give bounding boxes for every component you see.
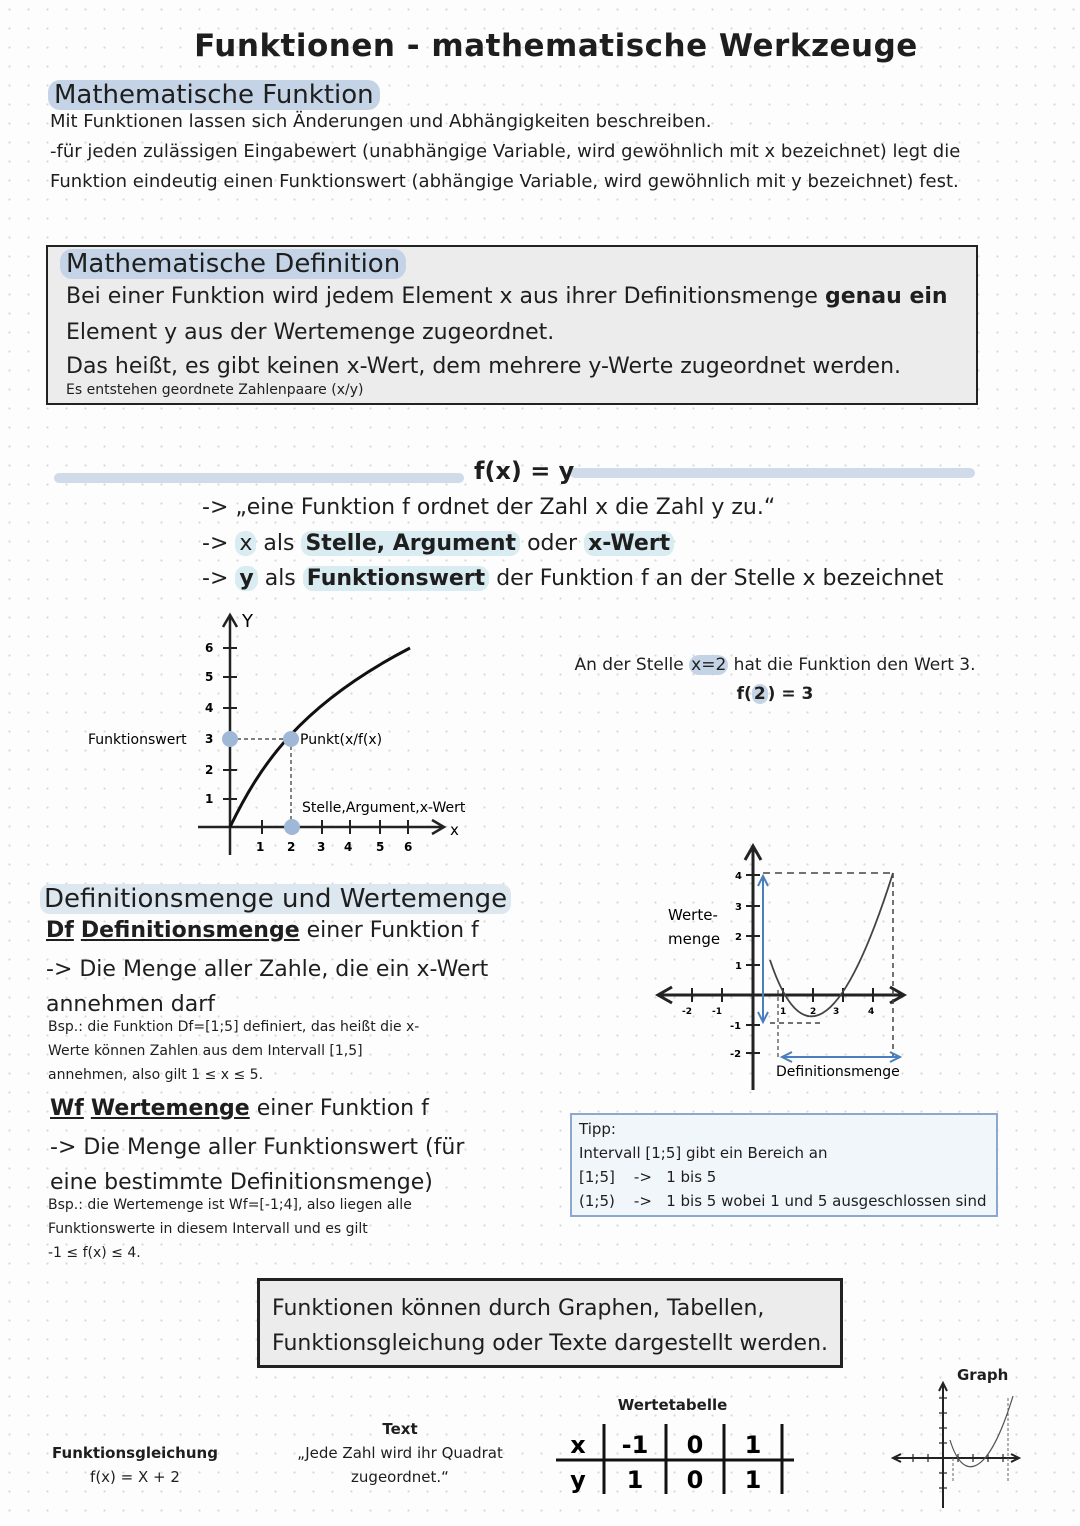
definition-note: Es entstehen geordnete Zahlenpaare (x/y): [66, 382, 364, 398]
table-cell: 0: [686, 1466, 704, 1494]
sets-heading: Definitionsmenge und Wertemenge: [40, 884, 511, 914]
summary-box: [257, 1278, 843, 1368]
y-tick-label: 3: [735, 902, 742, 913]
y-tick-label: 2: [205, 763, 214, 777]
tip-line: [1;5] -> 1 bis 5: [579, 1168, 717, 1186]
x-tick-label: 4: [868, 1007, 875, 1017]
x-tick-label: 3: [317, 840, 326, 854]
x-axis-label: x: [450, 821, 459, 839]
label-werte: Werte-: [668, 906, 718, 924]
x-tick-label: 1: [256, 840, 265, 854]
y-tick-label: 3: [205, 732, 214, 746]
rep-graph-title: Graph: [957, 1366, 1009, 1384]
heading-text: Mathematische Funktion: [48, 80, 380, 110]
tip-title: Tipp:: [579, 1120, 616, 1138]
decor-bar-right: [570, 468, 975, 478]
tip-box: [570, 1113, 998, 1217]
df-title: Df Definitionsmenge einer Funktion f: [46, 918, 479, 943]
mini-graph: [888, 1378, 1028, 1513]
table-cell: 1: [744, 1431, 762, 1459]
wf-example: Bsp.: die Wertemenge ist Wf=[-1;4], also liegen alle Funktionswerte in diesem Intervall und es gilt -1 ≤ f(x) ≤ 4.: [48, 1197, 412, 1261]
y-tick-label: 5: [205, 670, 214, 684]
label-stelle: Stelle,Argument,x-Wert: [302, 800, 466, 816]
rep-table-title: Wertetabelle: [617, 1396, 728, 1414]
function-graph: [80, 605, 510, 865]
funktionswert-point: [222, 731, 238, 747]
rep-text: Text „Jede Zahl wird ihr Quadrat zugeordnet.“: [297, 1420, 503, 1486]
summary-line: Funktionsgleichung oder Texte dargestellt werden.: [272, 1331, 829, 1356]
tip-line: Intervall [1;5] gibt ein Bereich an: [579, 1144, 828, 1162]
parabola-graph: [650, 840, 930, 1095]
value-table: [550, 1420, 800, 1500]
df-example: Bsp.: die Funktion Df=[1;5] definiert, das heißt die x- Werte können Zahlen aus dem Intervall [1,5] annehmen, also gilt 1 ≤ x ≤ 5.: [48, 1019, 420, 1083]
x-tick-label: 6: [404, 840, 413, 854]
page-title: Funktionen - mathematische Werkzeuge: [194, 28, 918, 64]
intro-line: Mit Funktionen lassen sich Änderungen und Abhängigkeiten beschreiben.: [50, 111, 712, 132]
y-tick-labels: [730, 871, 742, 1060]
definition-box: [46, 245, 978, 405]
definition-line: Element y aus der Wertemenge zugeordnet.: [66, 320, 555, 345]
table-cell: 1: [744, 1466, 762, 1494]
table-x-label: x: [570, 1431, 586, 1459]
tip-line: (1;5) -> 1 bis 5 wobei 1 und 5 ausgeschlossen sind: [579, 1192, 987, 1210]
definition-line: Bei einer Funktion wird jedem Element x aus ihrer Definitionsmenge genau ein: [66, 284, 948, 309]
table-y-label: y: [570, 1466, 586, 1494]
x-tick-label: 2: [810, 1007, 817, 1017]
x-tick-label: -1: [712, 1007, 722, 1017]
formula-line-2: -> x als Stelle, Argument oder x-Wert: [202, 526, 674, 561]
x-tick-label: -2: [682, 1007, 692, 1017]
example-text: An der Stelle x=2 hat die Funktion den Wert 3.: [574, 655, 976, 675]
table-cell: 0: [686, 1431, 704, 1459]
rep-equation: Funktionsgleichung f(x) = X + 2: [52, 1444, 218, 1486]
example-eq: f( 2 ) = 3: [736, 684, 814, 704]
y-tick-label: 1: [735, 961, 742, 972]
y-tick-labels: [205, 641, 213, 806]
function-point: [283, 731, 299, 747]
intro-line: -für jeden zulässigen Eingabewert (unabhängige Variable, wird gewöhnlich mit x bezeichnet) legt die: [50, 141, 961, 162]
y-tick-label: 4: [735, 871, 742, 882]
y-tick-label: 6: [205, 641, 214, 655]
formula-line-3: -> y als Funktionswert der Funktion f an der Stelle x bezeichnet: [202, 566, 944, 591]
x-tick-label: 1: [780, 1007, 787, 1017]
formula-line-1: -> „eine Funktion f ordnet der Zahl x die Zahl y zu.“: [202, 495, 776, 520]
y-tick-label: -2: [730, 1049, 742, 1060]
y-axis-label: Y: [242, 611, 253, 632]
y-tick-label: 4: [205, 701, 214, 715]
formula-eq: f(x) = y: [474, 457, 575, 485]
x-tick-label: 3: [833, 1007, 840, 1017]
x-tick-label: 5: [376, 840, 385, 854]
table-cell: -1: [621, 1431, 649, 1459]
label-punkt: Punkt(x/f(x): [300, 732, 383, 748]
x-tick-label: 4: [344, 840, 353, 854]
definition-heading: Mathematische Definition: [48, 249, 976, 279]
summary-line: Funktionen können durch Graphen, Tabellen,: [272, 1296, 765, 1321]
label-menge: menge: [668, 930, 721, 948]
label-funktionswert: Funktionswert: [88, 732, 187, 748]
intro-text: [50, 107, 960, 197]
y-tick-label: 1: [205, 792, 214, 806]
intro-line: Funktion eindeutig einen Funktionswert (abhängige Variable, wird gewöhnlich mit y bezeichnet) fest.: [50, 171, 959, 192]
y-tick-label: 2: [735, 932, 742, 943]
df-description: -> Die Menge aller Zahle, die ein x-Wert annehmen darf: [46, 957, 489, 1017]
y-tick-label: -1: [730, 1021, 742, 1032]
table-cell: 1: [626, 1466, 644, 1494]
decor-bar-left: [54, 473, 464, 483]
label-definitionsmenge: Definitionsmenge: [776, 1064, 900, 1080]
x-tick-labels: [256, 840, 412, 854]
section-heading-funktion: [48, 80, 380, 110]
stelle-point: [284, 819, 300, 835]
definition-line: Das heißt, es gibt keinen x-Wert, dem mehrere y-Werte zugeordnet werden.: [66, 354, 902, 379]
wf-description: -> Die Menge aller Funktionswert (für eine bestimmte Definitionsmenge): [50, 1135, 465, 1195]
x-tick-label: 2: [287, 840, 296, 854]
wf-title: Wf Wertemenge einer Funktion f: [50, 1096, 429, 1121]
